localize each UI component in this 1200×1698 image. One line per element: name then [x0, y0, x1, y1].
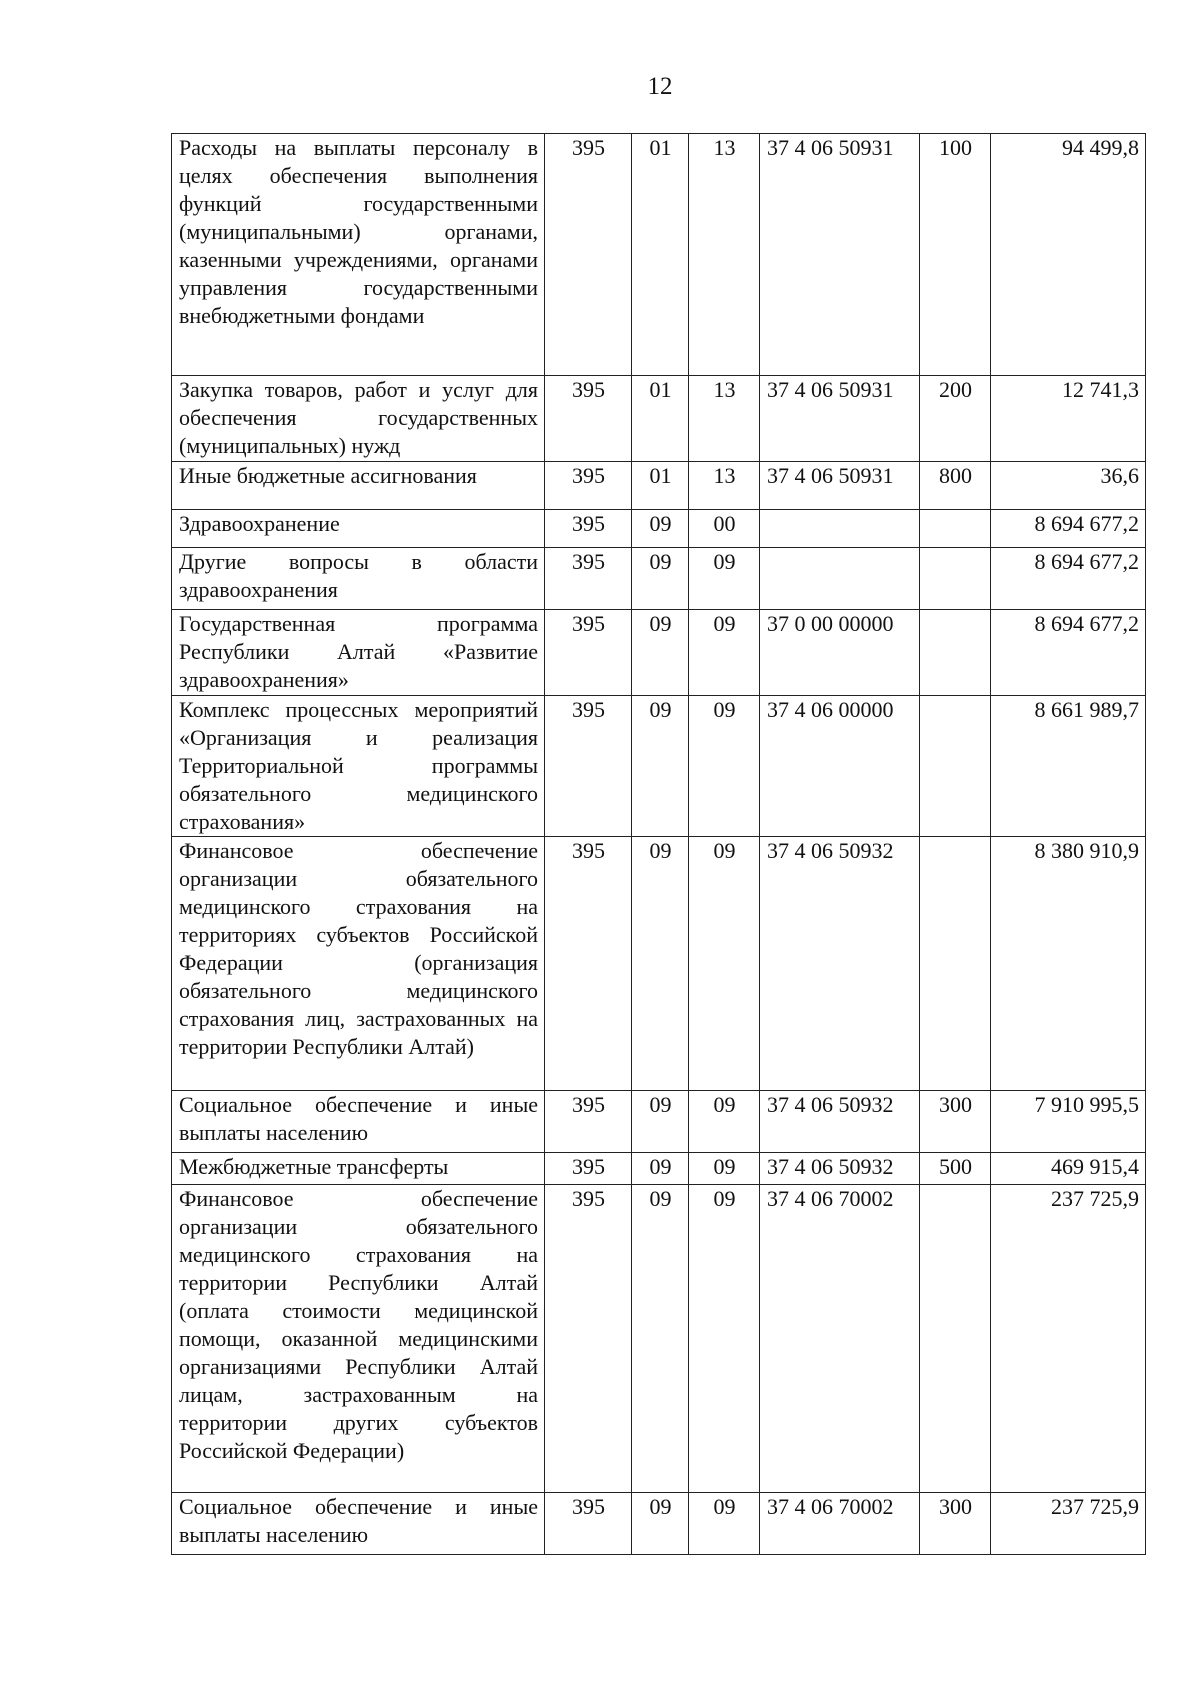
row-code-subsection: 09 — [689, 1091, 760, 1153]
table-row — [172, 610, 1146, 696]
row-code-csr — [760, 510, 920, 548]
row-name: Финансовое обеспечение организации обязательного медицинского страхования на территориях субъектов Российской Федерации (организация обязательного медицинского страхования лиц, застрахованных на территории Республики Алтай) — [172, 837, 545, 1091]
table-row — [172, 510, 1146, 548]
row-code-section: 09 — [632, 1493, 689, 1555]
row-code-gr: 395 — [545, 610, 632, 696]
row-sum: 94 499,8 — [991, 134, 1146, 376]
row-code-section: 09 — [632, 1091, 689, 1153]
row-name: Расходы на выплаты персоналу в целях обеспечения выполнения функций государственными (муниципальными) органами, казенными учреждениями, органами управления государственными внебюджетными фондами — [172, 134, 545, 376]
table-row — [172, 548, 1146, 610]
table-row — [172, 1185, 1146, 1493]
row-sum: 8 694 677,2 — [991, 510, 1146, 548]
row-name: Государственная программа Республики Алтай «Развитие здравоохранения» — [172, 610, 545, 696]
page-number: 12 — [647, 73, 673, 100]
row-code-csr: 37 4 06 50931 — [760, 462, 920, 510]
row-code-gr: 395 — [545, 134, 632, 376]
row-name: Закупка товаров, работ и услуг для обеспечения государственных (муниципальных) нужд — [172, 376, 545, 462]
row-name: Комплекс процессных мероприятий «Организация и реализация Территориальной программы обязательного медицинского страхования» — [172, 696, 545, 837]
row-code-gr: 395 — [545, 462, 632, 510]
row-sum: 8 694 677,2 — [991, 610, 1146, 696]
row-sum: 8 694 677,2 — [991, 548, 1146, 610]
row-code-vr — [920, 696, 991, 837]
row-code-section: 09 — [632, 548, 689, 610]
table-row — [172, 376, 1146, 462]
row-code-csr: 37 4 06 00000 — [760, 696, 920, 837]
row-code-vr: 800 — [920, 462, 991, 510]
row-code-vr: 500 — [920, 1153, 991, 1185]
row-code-subsection: 09 — [689, 1153, 760, 1185]
row-code-gr: 395 — [545, 1153, 632, 1185]
row-name: Социальное обеспечение и иные выплаты населению — [172, 1091, 545, 1153]
row-sum: 36,6 — [991, 462, 1146, 510]
row-sum: 8 380 910,9 — [991, 837, 1146, 1091]
row-code-section: 09 — [632, 696, 689, 837]
row-code-section: 09 — [632, 610, 689, 696]
row-code-subsection: 09 — [689, 548, 760, 610]
row-code-csr: 37 0 00 00000 — [760, 610, 920, 696]
row-code-gr: 395 — [545, 548, 632, 610]
table-row — [172, 1493, 1146, 1555]
row-code-section: 09 — [632, 837, 689, 1091]
row-name: Финансовое обеспечение организации обязательного медицинского страхования на территории Республики Алтай (оплата стоимости медицинской помощи, оказанной медицинскими организациями Республики Алтай лицам, застрахованным на территории других субъектов Российской Федерации) — [172, 1185, 545, 1493]
row-code-csr: 37 4 06 50931 — [760, 376, 920, 462]
row-code-section: 09 — [632, 1185, 689, 1493]
row-code-vr — [920, 548, 991, 610]
row-code-gr: 395 — [545, 696, 632, 837]
row-sum: 469 915,4 — [991, 1153, 1146, 1185]
row-code-csr: 37 4 06 50932 — [760, 837, 920, 1091]
row-code-subsection: 00 — [689, 510, 760, 548]
row-name: Здравоохранение — [172, 510, 545, 548]
row-code-gr: 395 — [545, 510, 632, 548]
row-code-subsection: 13 — [689, 134, 760, 376]
table-row — [172, 837, 1146, 1091]
row-code-gr: 395 — [545, 837, 632, 1091]
budget-table — [171, 133, 1146, 1555]
row-code-subsection: 09 — [689, 610, 760, 696]
row-code-vr — [920, 510, 991, 548]
table-row — [172, 1153, 1146, 1185]
row-code-section: 01 — [632, 376, 689, 462]
row-code-csr — [760, 548, 920, 610]
row-code-subsection: 09 — [689, 1185, 760, 1493]
row-sum: 237 725,9 — [991, 1185, 1146, 1493]
table-row — [172, 134, 1146, 376]
row-code-section: 09 — [632, 510, 689, 548]
row-code-vr — [920, 837, 991, 1091]
row-code-subsection: 09 — [689, 1493, 760, 1555]
row-code-subsection: 09 — [689, 837, 760, 1091]
row-name: Межбюджетные трансферты — [172, 1153, 545, 1185]
row-name: Другие вопросы в области здравоохранения — [172, 548, 545, 610]
row-code-vr: 300 — [920, 1493, 991, 1555]
row-sum: 237 725,9 — [991, 1493, 1146, 1555]
table-row — [172, 1091, 1146, 1153]
row-code-csr: 37 4 06 70002 — [760, 1185, 920, 1493]
row-code-csr: 37 4 06 50932 — [760, 1091, 920, 1153]
row-code-gr: 395 — [545, 1185, 632, 1493]
row-name: Иные бюджетные ассигнования — [172, 462, 545, 510]
row-sum: 7 910 995,5 — [991, 1091, 1146, 1153]
row-code-vr — [920, 610, 991, 696]
row-code-vr: 200 — [920, 376, 991, 462]
row-sum: 12 741,3 — [991, 376, 1146, 462]
row-code-section: 09 — [632, 1153, 689, 1185]
table-row — [172, 462, 1146, 510]
row-code-gr: 395 — [545, 1091, 632, 1153]
row-code-vr — [920, 1185, 991, 1493]
row-code-subsection: 13 — [689, 462, 760, 510]
row-name: Социальное обеспечение и иные выплаты населению — [172, 1493, 545, 1555]
row-code-vr: 300 — [920, 1091, 991, 1153]
row-code-subsection: 13 — [689, 376, 760, 462]
row-code-csr: 37 4 06 50931 — [760, 134, 920, 376]
row-code-csr: 37 4 06 70002 — [760, 1493, 920, 1555]
row-sum: 8 661 989,7 — [991, 696, 1146, 837]
row-code-gr: 395 — [545, 376, 632, 462]
row-code-vr: 100 — [920, 134, 991, 376]
table-row — [172, 696, 1146, 837]
row-code-section: 01 — [632, 134, 689, 376]
row-code-gr: 395 — [545, 1493, 632, 1555]
row-code-subsection: 09 — [689, 696, 760, 837]
row-code-section: 01 — [632, 462, 689, 510]
row-code-csr: 37 4 06 50932 — [760, 1153, 920, 1185]
